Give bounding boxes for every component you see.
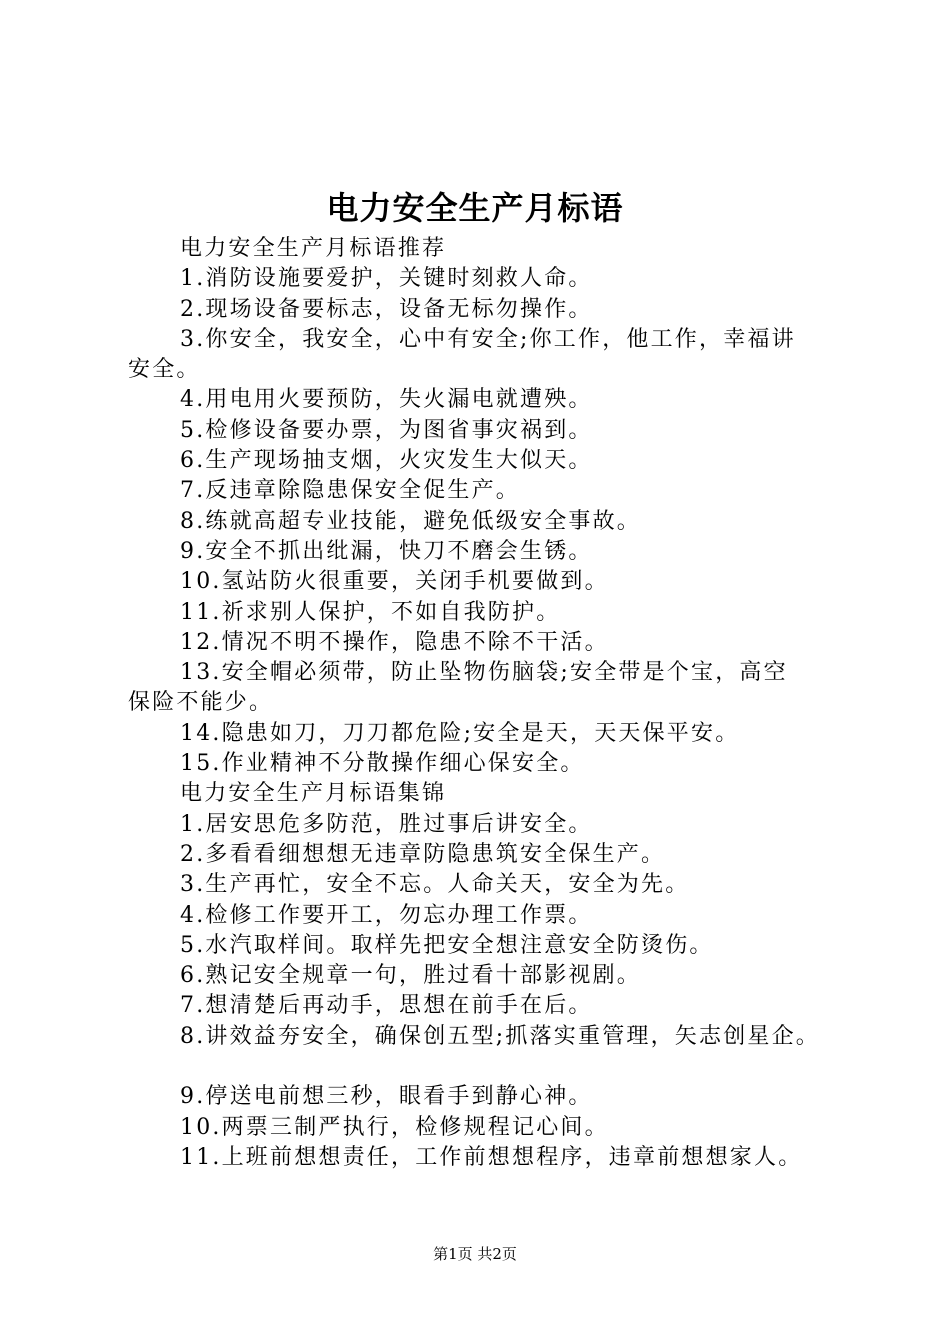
blank-line [128,1052,840,1082]
slogan-line: 5.水汽取样间。取样先把安全想注意安全防烫伤。 [180,932,714,958]
document-body [128,234,840,1173]
slogan-line: 7.反违章除隐患保安全促生产。 [180,478,520,504]
slogan-line: 2.多看看细想想无违章防隐患筑安全保生产。 [180,841,666,867]
section-heading-collection: 电力安全生产月标语集锦 [180,781,447,807]
slogan-line: 6.熟记安全规章一句，胜过看十部影视剧。 [180,963,641,989]
page-number-footer: 第1页 共2页 [433,1245,517,1263]
section-heading-recommended: 电力安全生产月标语推荐 [180,236,447,261]
slogan-line: 6.生产现场抽支烟，火灾发生大似天。 [180,448,593,474]
slogan-line: 3.你安全，我安全，心中有安全;你工作，他工作，幸福讲 [180,326,796,352]
slogan-line: 10.氢站防火很重要，关闭手机要做到。 [180,569,609,595]
slogan-line: 1.消防设施要爱护，关键时刻救人命。 [180,266,593,292]
slogan-line: 11.祈求别人保护，不如自我防护。 [180,599,561,625]
slogan-line: 8.讲效益夯安全，确保创五型;抓落实重管理，矢志创星企。 [180,1023,821,1049]
slogan-line-continued: 安全。 [128,357,201,383]
slogan-line: 14.隐患如刀，刀刀都危险;安全是天，天天保平安。 [180,720,740,746]
slogan-line: 9.停送电前想三秒，眼看手到静心神。 [180,1084,593,1110]
slogan-line: 4.检修工作要开工，勿忘办理工作票。 [180,902,593,928]
slogan-line: 11.上班前想想责任，工作前想想程序，违章前想想家人。 [180,1144,803,1170]
slogan-line: 9.安全不抓出纰漏，快刀不磨会生锈。 [180,538,593,564]
slogan-line: 5.检修设备要办票，为图省事灾祸到。 [180,417,593,443]
slogan-line: 1.居安思危多防范，胜过事后讲安全。 [180,811,593,837]
slogan-line: 15.作业精神不分散操作细心保安全。 [180,751,585,777]
slogan-line: 4.用电用火要预防，失火漏电就遭殃。 [180,387,593,413]
slogan-line: 2.现场设备要标志，设备无标勿操作。 [180,296,593,322]
slogan-line-continued: 保险不能少。 [128,690,274,716]
slogan-line: 7.想清楚后再动手，思想在前手在后。 [180,993,593,1019]
slogan-line: 3.生产再忙，安全不忘。人命关天，安全为先。 [180,872,690,898]
slogan-line: 8.练就高超专业技能，避免低级安全事故。 [180,508,641,534]
document-title: 电力安全生产月标语 [326,189,624,227]
slogan-line: 10.两票三制严执行，检修规程记心间。 [180,1114,609,1140]
slogan-line: 13.安全帽必须带，防止坠物伤脑袋;安全带是个宝，高空 [180,660,788,686]
slogan-line: 12.情况不明不操作，隐患不除不干活。 [180,629,609,655]
